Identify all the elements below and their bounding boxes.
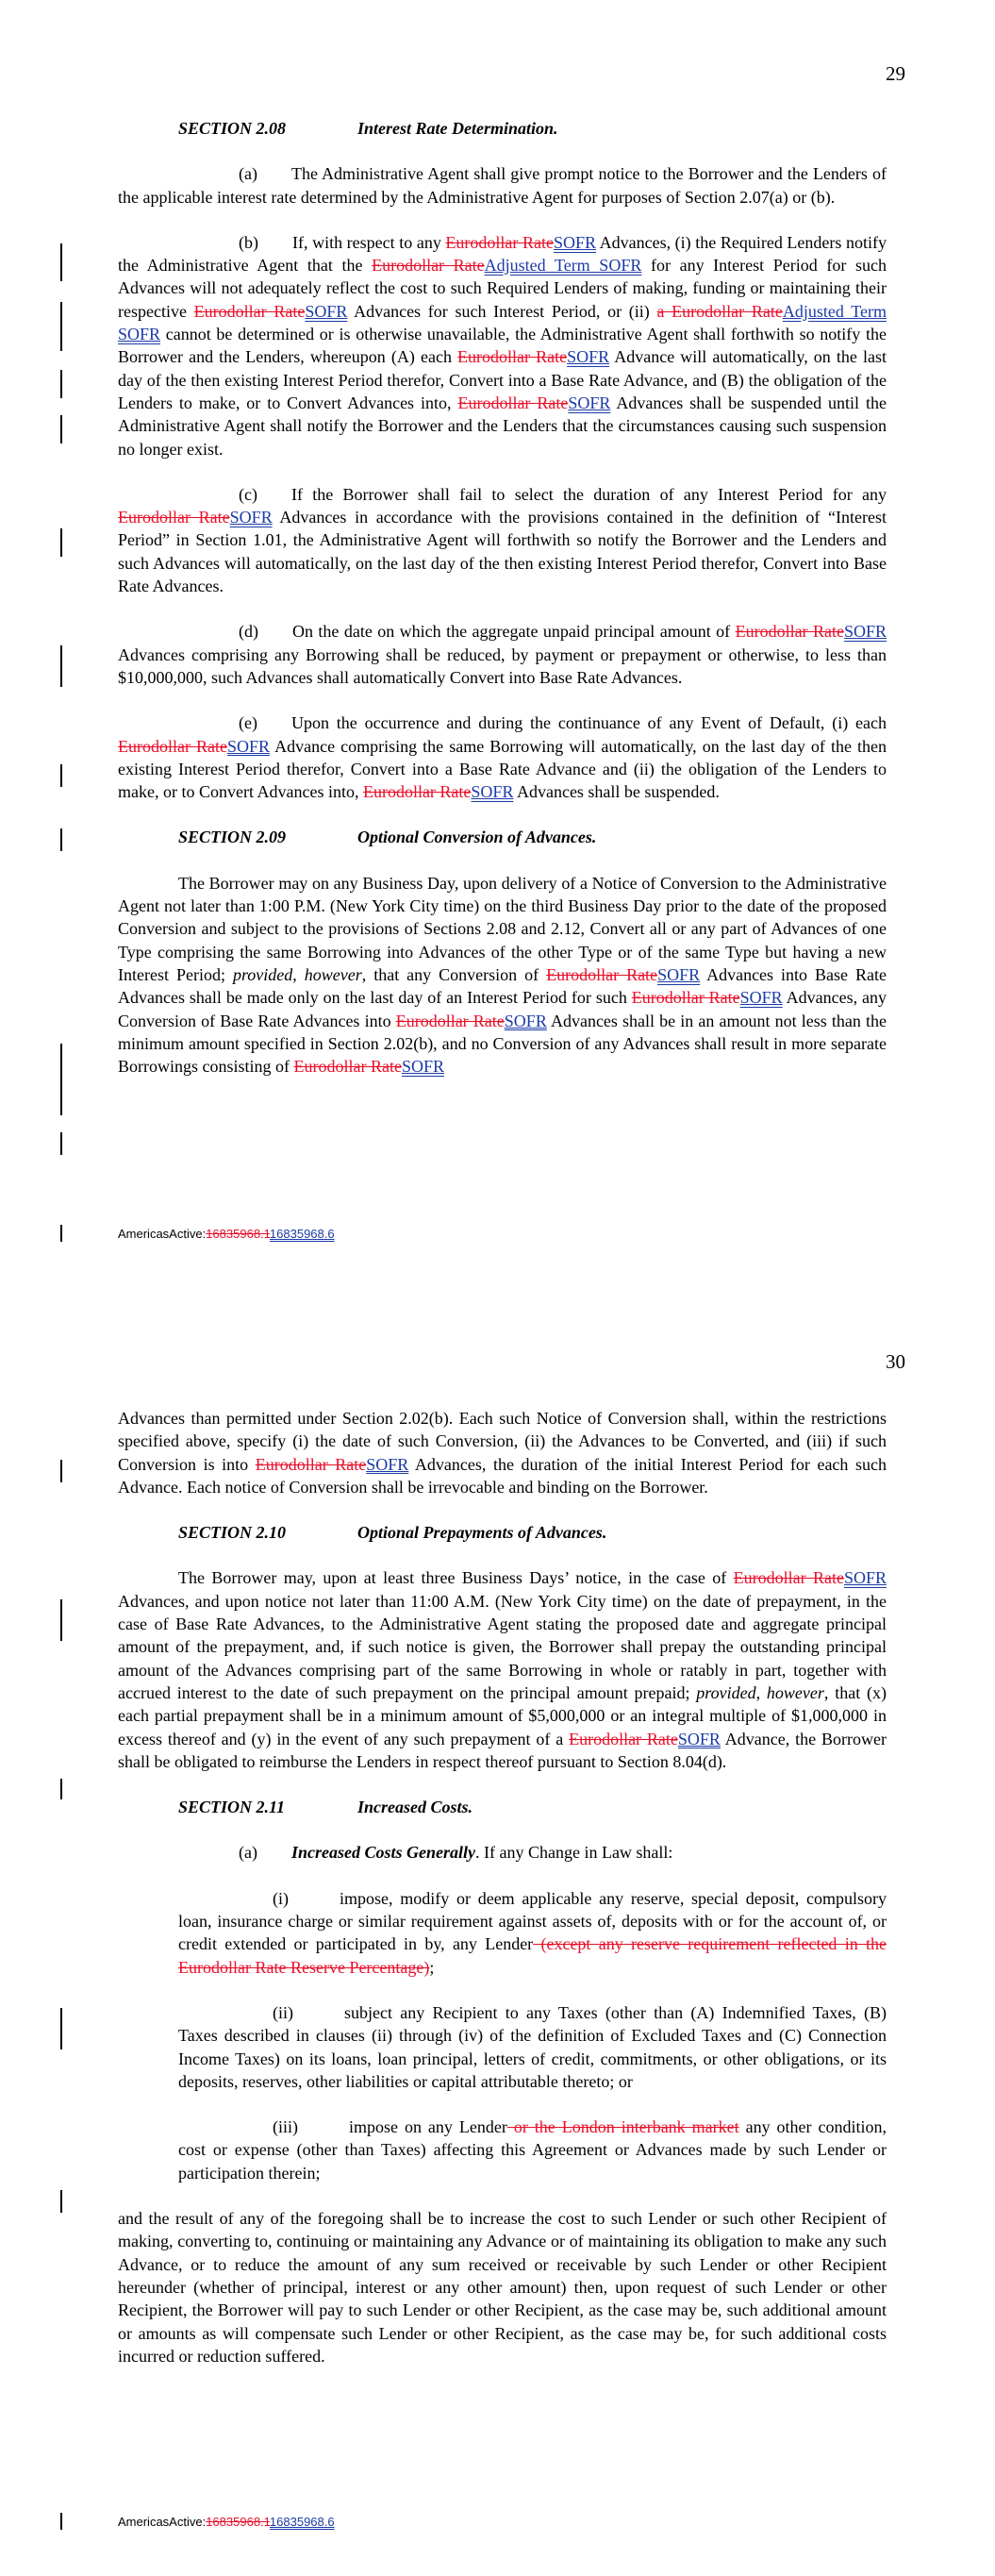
paragraph-continued: Advances than permitted under Section 2.02(b). Each such Notice of Conversion shall, within the restrictions specified above, specify (i) the date of such Conversion, (ii) the Advances to be Converted, and (iii) if such Conversion is into Eurodollar RateSOFR Advances, the duration of the initial Interest Period for each such Advance. Each notice of Conversion shall be irrevocable and binding on the Borrower. bbox=[118, 1409, 887, 1497]
deleted-text: Eurodollar Rate bbox=[735, 622, 844, 642]
paragraph-210: The Borrower may, upon at least three Business Days’ notice, in the case of Eurodollar RateSOFR Advances, and upon notice not later than 11:00 A.M. (New York City time) on the date of prepayment, in the case of Base Rate Advances, to the Administrative Agent stating the proposed date and aggregate principal amount of the prepayment, and, if such notice is given, the Borrower shall prepay the outstanding principal amount of the Advances comprising part of the same Borrowing in whole or ratably in part, together with accrued interest to the date of such prepayment on the principal amount prepaid; provided, however, that (x) each partial prepayment shall be in a minimum amount of $5,000,000 or an integral multiple of $1,000,000 in excess thereof and (y) in the event of any such prepayment of a Eurodollar RateSOFR Advance, the Borrower shall be obligated to reimburse the Lenders in respect thereof pursuant to Section 8.04(d). bbox=[118, 1568, 887, 1771]
inserted-text: Adjusted Term SOFR bbox=[484, 256, 642, 276]
inserted-text: 16835968.6 bbox=[269, 2515, 335, 2529]
deleted-text: Eurodollar Rate bbox=[457, 347, 568, 367]
section-label: SECTION 2.09 bbox=[178, 828, 287, 847]
change-bar bbox=[60, 370, 62, 398]
paragraph-d: (d) On the date on which the aggregate unpaid principal amount of Eurodollar RateSOFR Advances comprising any Borrowing shall be reduced, by payment or prepayment or otherwise, to less than $10,000,000, such Advances shall automatically Convert into Base Rate Advances. bbox=[118, 622, 887, 687]
clause-i: (i) impose, modify or deem applicable any reserve, special deposit, compulsory loan, insurance charge or similar requirement against assets of, deposits with or for the account of, or credit extended or participated in by, any Lender (except any reserve requirement reflected in the Eurodollar Rate Reserve Percentage); bbox=[178, 1888, 887, 1977]
change-bar bbox=[60, 1460, 62, 1482]
deleted-text: Eurodollar Rate bbox=[546, 964, 658, 984]
paragraph-211a: (a) Increased Costs Generally. If any Change in Law shall: bbox=[239, 1843, 673, 1863]
inserted-text: SOFR bbox=[401, 1057, 444, 1077]
inserted-text: SOFR bbox=[843, 1568, 887, 1588]
section-heading bbox=[118, 1521, 887, 1544]
inserted-text: SOFR bbox=[471, 782, 514, 802]
change-bar bbox=[60, 2513, 62, 2530]
deleted-text: Eurodollar Rate bbox=[569, 1729, 678, 1748]
inserted-text: SOFR bbox=[843, 622, 887, 642]
section-heading bbox=[118, 117, 887, 140]
inserted-text: SOFR bbox=[677, 1729, 721, 1748]
page-30 bbox=[0, 1288, 995, 2576]
change-bar bbox=[60, 2190, 62, 2213]
change-bar bbox=[60, 243, 62, 281]
deleted-text: 16835968.1 bbox=[206, 2515, 270, 2529]
change-bar bbox=[60, 1225, 62, 1242]
paragraph-b: (b) If, with respect to any Eurodollar RateSOFR Advances, (i) the Required Lenders notify the Administrative Agent that the Eurodollar RateAdjusted Term SOFR for any Interest Period for such Advances will not adequately reflect the cost to such Required Lenders of making, funding or maintaining their respective Eurodollar RateSOFR Advances for such Interest Period, or (ii) a Eurodollar RateAdjusted Term SOFR cannot be determined or is otherwise unavailable, the Administrative Agent shall forthwith so notify the Borrower and the Lenders, whereupon (A) each Eurodollar RateSOFR Advance will automatically, on the last day of the then existing Interest Period therefor, Convert into a Base Rate Advance, and (B) the obligation of the Lenders to make, or to Convert Advances into, Eurodollar RateSOFR Advances shall be suspended until the Administrative Agent shall notify the Borrower and the Lenders that the circumstances causing such suspension no longer exist. bbox=[118, 232, 887, 459]
inserted-text: SOFR bbox=[305, 301, 348, 321]
document-footer: AmericasActive:16835968.116835968.6 bbox=[118, 2515, 335, 2529]
deleted-text: Eurodollar Rate bbox=[445, 232, 554, 252]
document-body bbox=[118, 117, 887, 1100]
section-title: Interest Rate Determination. bbox=[357, 119, 558, 138]
section-label: SECTION 2.11 bbox=[178, 1798, 286, 1817]
section-heading bbox=[118, 826, 887, 848]
change-bar bbox=[60, 764, 62, 787]
deleted-text: Eurodollar Rate bbox=[293, 1057, 402, 1077]
document-body bbox=[118, 1407, 887, 2390]
inserted-text: SOFR bbox=[227, 736, 271, 756]
page-number: 30 bbox=[886, 1350, 905, 1373]
paragraph-c: (c) If the Borrower shall fail to select the duration of any Interest Period for any Eurodollar RateSOFR Advances in accordance with the provisions contained in the definition of “Interest Period” in Section 1.01, the Administrative Agent will forthwith so notify the Borrower and the Lenders and such Advances will automatically, on the last day of the then existing Interest Period therefor, Convert into Base Rate Advances. bbox=[118, 484, 887, 596]
deleted-text: Eurodollar Rate bbox=[372, 256, 485, 276]
inserted-text: SOFR bbox=[739, 988, 783, 1008]
inserted-text: SOFR bbox=[229, 508, 273, 527]
section-heading bbox=[118, 1796, 887, 1818]
change-bar bbox=[60, 645, 62, 687]
deleted-text: Eurodollar Rate bbox=[362, 782, 472, 802]
section-title: Optional Conversion of Advances. bbox=[357, 828, 597, 847]
inserted-text: SOFR bbox=[504, 1011, 547, 1030]
change-bar bbox=[60, 1599, 62, 1641]
paragraph-209: The Borrower may on any Business Day, upon delivery of a Notice of Conversion to the Administrative Agent not later than 1:00 P.M. (New York City time) on the third Business Day prior to the date of the proposed Conversion and subject to the provisions of Sections 2.08 and 2.12, Convert all or any part of Advances of one Type comprising the same Borrowing into Advances of the other Type or of the same Type but having a new Interest Period; provided, however, that any Conversion of Eurodollar RateSOFR Advances into Base Rate Advances shall be made only on the last day of an Interest Period for such Eurodollar RateSOFR Advances, any Conversion of Base Rate Advances into Eurodollar RateSOFR Advances shall be in an amount not less than the minimum amount specified in Section 2.02(b), and no Conversion of any Advances shall result in more separate Borrowings consisting of Eurodollar RateSOFR bbox=[118, 873, 887, 1077]
deleted-text: Eurodollar Rate bbox=[733, 1568, 844, 1588]
change-bar bbox=[60, 528, 62, 557]
inserted-text: SOFR bbox=[366, 1454, 409, 1474]
section-label: SECTION 2.08 bbox=[178, 119, 287, 138]
deleted-text: Eurodollar Rate bbox=[631, 988, 740, 1008]
deleted-text: Eurodollar Rate bbox=[118, 736, 228, 756]
deleted-text: Eurodollar Rate bbox=[457, 393, 569, 412]
deleted-text: 16835968.1 bbox=[206, 1227, 270, 1241]
clause-iii: (iii) impose on any Lender or the London interbank market any other condition, cost or expense (other than Taxes) affecting this Agreement or Advances made by such Lender or participation therein; bbox=[178, 2117, 887, 2183]
clause-ii: (ii) subject any Recipient to any Taxes (other than (A) Indemnified Taxes, (B) Taxes described in clauses (ii) through (iv) of the definition of Excluded Taxes and (C) Connection Income Taxes) on its loans, loan principal, letters of credit, commitments, or other obligations, or its deposits, reserves, other liabilities or capital attributable thereto; or bbox=[178, 2002, 887, 2091]
section-label: SECTION 2.10 bbox=[178, 1523, 287, 1543]
paragraph-result: and the result of any of the foregoing shall be to increase the cost to such Lender or such other Recipient of making, converting to, continuing or maintaining any Advance or of maintaining its obligation to make any such Advance, or to reduce the amount of any sum received or receivable by such Lender or other Recipient hereunder (whether of principal, interest or any other amount) then, upon request of such Lender or other Recipient, the Borrower will pay to such Lender or other Recipient, as the case may be, such additional amount or amounts as will compensate such Lender or other Recipient, as the case may be, for such additional costs incurred or reduction suffered. bbox=[118, 2209, 887, 2366]
deleted-text: (except any reserve requirement reflected in the Eurodollar Rate Reserve Percentage) bbox=[178, 1934, 887, 1977]
section-title: Optional Prepayments of Advances. bbox=[357, 1523, 607, 1543]
deleted-text: Eurodollar Rate bbox=[395, 1011, 505, 1030]
section-title: Increased Costs. bbox=[357, 1798, 473, 1817]
page-number: 29 bbox=[886, 62, 905, 85]
document-footer: AmericasActive:16835968.116835968.6 bbox=[118, 1227, 335, 1241]
inserted-text: 16835968.6 bbox=[269, 1227, 335, 1241]
paragraph-e: (e) Upon the occurrence and during the continuance of any Event of Default, (i) each Eurodollar RateSOFR Advance comprising the same Borrowing will automatically, on the last day of the then existing Interest Period therefor, Convert into a Base Rate Advance and (ii) the obligation of the Lenders to make, or to Convert Advances into, Eurodollar RateSOFR Advances shall be suspended. bbox=[118, 713, 887, 802]
inserted-text: SOFR bbox=[553, 232, 597, 252]
deleted-text: Eurodollar Rate bbox=[255, 1454, 367, 1474]
deleted-text: or the London interbank market bbox=[506, 2117, 739, 2137]
change-bar bbox=[60, 2008, 62, 2049]
change-bar bbox=[60, 828, 62, 851]
inserted-text: Adjusted Term SOFR bbox=[118, 301, 887, 344]
change-bar bbox=[60, 1044, 62, 1115]
change-bar bbox=[60, 1132, 62, 1155]
deleted-text: a Eurodollar Rate bbox=[656, 301, 783, 321]
inserted-text: SOFR bbox=[567, 347, 610, 367]
deleted-text: Eurodollar Rate bbox=[193, 301, 306, 321]
change-bar bbox=[60, 415, 62, 443]
deleted-text: Eurodollar Rate bbox=[118, 508, 230, 527]
inserted-text: SOFR bbox=[568, 393, 611, 412]
change-bar bbox=[60, 1779, 62, 1799]
paragraph-a: (a) The Administrative Agent shall give prompt notice to the Borrower and the Lenders of the applicable interest rate determined by the Administrative Agent for purposes of Section 2.07(a) or (b). bbox=[118, 164, 887, 207]
inserted-text: SOFR bbox=[657, 964, 701, 984]
change-bar bbox=[60, 302, 62, 351]
